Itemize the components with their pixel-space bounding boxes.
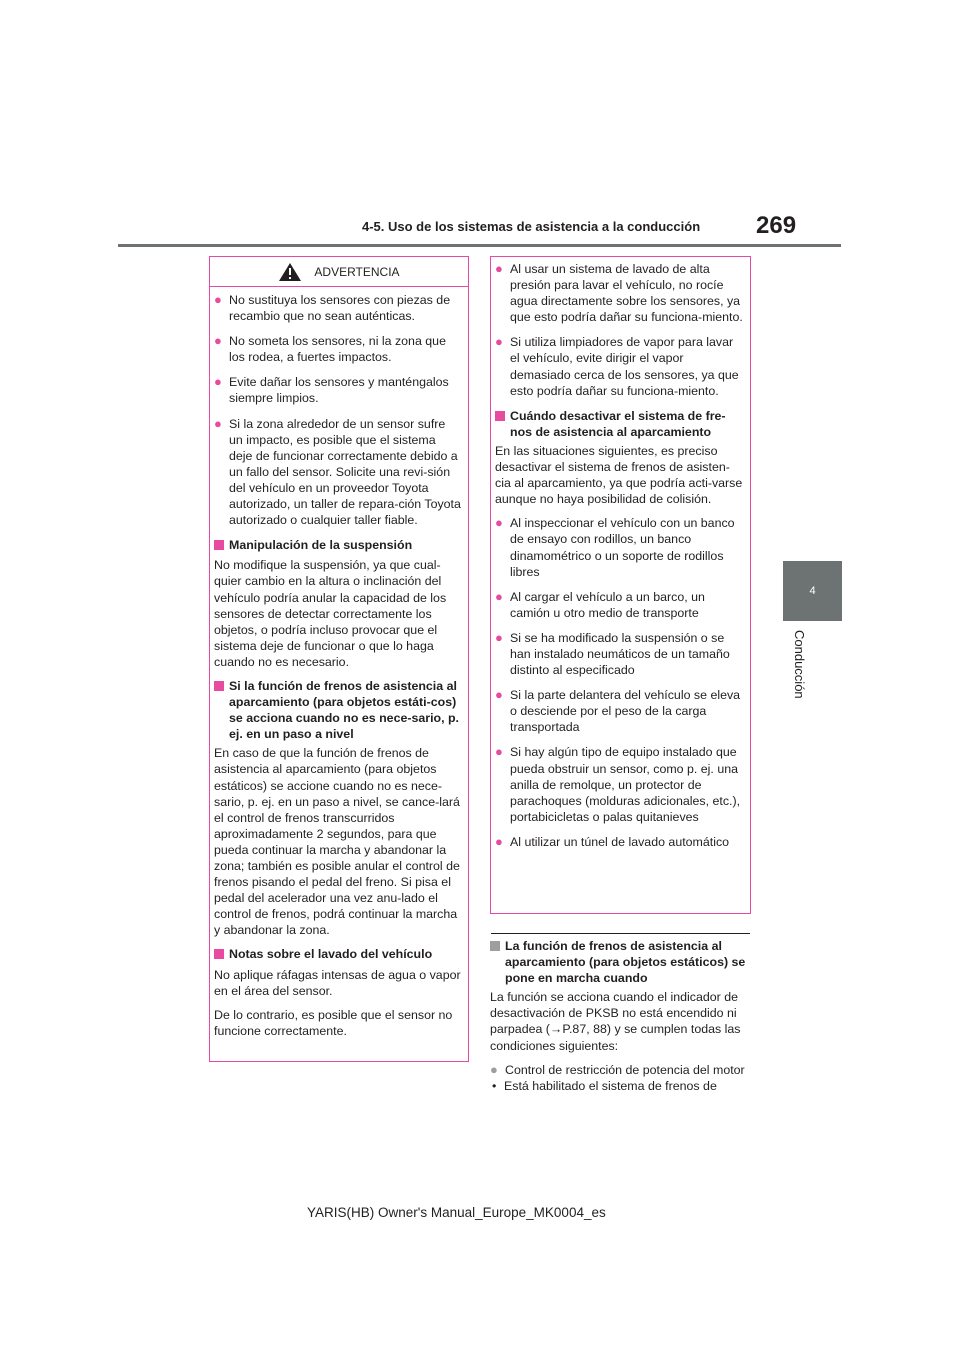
bullet-icon: ● <box>495 515 503 531</box>
subheading: Notas sobre el lavado del vehículo <box>214 946 462 963</box>
warning-box-left <box>209 256 469 1062</box>
dot-marker: • <box>492 1078 497 1093</box>
bullet-icon: ● <box>495 334 503 350</box>
bullet-icon: ● <box>214 374 222 390</box>
warning-header <box>210 257 468 287</box>
bullet-icon: ● <box>214 415 222 431</box>
lower-section <box>490 938 752 1094</box>
list-item: ● Si hay algún tipo de equipo instalado que pueda obstruir un sensor, como p. ej. una anilla de remolque, un protector de parachoques (molduras adicionales, etc.), portabicicletas o palas quitanieves <box>495 744 741 824</box>
section-title: 4-5. Uso de los sistemas de asistencia a la conducción <box>362 219 701 234</box>
footer-text: YARIS(HB) Owner's Manual_Europe_MK0004_es <box>307 1205 606 1220</box>
square-icon <box>214 678 229 742</box>
bullet-icon: ● <box>495 687 503 703</box>
paragraph: La función se acciona cuando el indicador de desactivación de PKSB no está encendido ni parpadea (→P.87, 88) y se cumplen todas las condiciones siguientes: <box>490 990 741 1053</box>
bullet-icon: ● <box>495 629 503 645</box>
bullet-icon: ● <box>495 833 503 849</box>
square-icon <box>490 938 505 986</box>
paragraph: En las situaciones siguientes, es preciso desactivar el sistema de frenos de asisten-cia al aparcamiento, ya que podría acti-varse aunque no haya posibilidad de colisión. <box>495 443 743 507</box>
chapter-label-text: Conducción <box>792 630 807 699</box>
paragraph: No modifique la suspensión, ya que cual-quier cambio en la altura o inclinación del vehículo podría anular la capacidad de los sensores de detectar correctamente los objetos, o podría incluso provocar que el sistema deje de funcionar o que lo haga cuando no es necesario. <box>214 558 447 669</box>
list-item: ● Al utilizar un túnel de lavado automático <box>495 833 730 849</box>
chapter-number: 4 <box>809 585 816 597</box>
section-divider <box>491 933 750 934</box>
bullet-icon: ● <box>214 333 222 349</box>
list-item: ● Al inspeccionar el vehículo con un banco de ensayo con rodillos, un banco dinamométrico o un soporte de rodillos libres <box>495 515 735 579</box>
paragraph: No aplique ráfagas intensas de agua o vapor en el área del sensor. <box>214 967 461 998</box>
square-icon <box>214 946 229 963</box>
list-item: ● Si la parte delantera del vehículo se eleva o desciende por el peso de la carga transportada <box>495 687 741 735</box>
warning-box-right <box>490 256 751 914</box>
subheading: Cuándo desactivar el sistema de fre-nos de asistencia al aparcamiento <box>495 408 744 440</box>
square-icon <box>214 537 229 554</box>
bullet-icon: ● <box>495 261 503 276</box>
warning-triangle-icon <box>278 262 302 282</box>
paragraph: En caso de que la función de frenos de asistencia al aparcamiento (para objetos estáticos) se accione cuando no es nece-sario, p. ej. en un paso a nivel, se cance-lará el control de frenos transcurridos aproximadamente 2 segundos, para que pueda continuar la marcha y abandonar la zona; también es posible anular el control de frenos pisando el pedal del freno. Si pisa el pedal del acelerador una vez anu-lado el control de frenos, podrá continuar la marcha y abandonar la zona. <box>214 746 460 938</box>
list-item: ● Al cargar el vehículo a un barco, un camión u otro medio de transporte <box>495 588 705 620</box>
bullet-icon: ● <box>490 1061 498 1077</box>
list-item: ● Evite dañar los sensores y manténgalos siempre limpios. <box>214 374 449 406</box>
list-item: ● No sustituya los sensores con piezas de recambio que no sean auténticas. <box>214 292 451 324</box>
bullet-icon: ● <box>495 744 503 760</box>
list-item: ● Si la zona alrededor de un sensor sufre un impacto, es posible que el sistema deje de funcionar correctamente debido a un fallo del sensor. Solicite una revi-sión del vehículo en un proveedor Toyota autorizado, un taller de repara-ción Toyota autorizado o cualquier taller fiable. <box>214 415 461 528</box>
square-icon <box>495 408 510 440</box>
list-item: ● No someta los sensores, ni la zona que los rodea, a fuertes impactos. <box>214 333 446 365</box>
chapter-tab <box>783 561 842 621</box>
bullet-icon: ● <box>214 292 222 307</box>
list-item: ● Si se ha modificado la suspensión o se han instalado neumáticos de un tamaño distinto al especificado <box>495 629 730 678</box>
page-number: 269 <box>756 212 797 239</box>
list-item: ● Control de restricción de potencia del motor <box>490 1061 745 1077</box>
list-item: ● Al usar un sistema de lavado de alta presión para lavar el vehículo, no rocíe agua directamente sobre los sensores, ya que esto podría dañar su funciona-miento. <box>495 261 743 325</box>
paragraph: De lo contrario, es posible que el sensor no funcione correctamente. <box>214 1007 453 1038</box>
subheading: La función de frenos de asistencia al aparcamiento (para objetos estáticos) se pone en marcha cuando <box>490 938 752 986</box>
bullet-icon: ● <box>495 588 503 604</box>
warning-title: ADVERTENCIA <box>314 264 400 279</box>
list-item: ● Si utiliza limpiadores de vapor para lavar el vehículo, evite dirigir el vapor demasiado cerca de los sensores, ya que esto podría dañar su funciona-miento. <box>495 334 739 398</box>
subheading: Manipulación de la suspensión <box>214 537 462 554</box>
subheading: Si la función de frenos de asistencia al aparcamiento (para objetos estáti-cos) se acciona cuando no es nece-sario, p. ej. en un paso a nivel <box>214 678 462 742</box>
header-rule <box>118 244 841 247</box>
chapter-label <box>791 630 811 710</box>
list-item: • Está habilitado el sistema de frenos de <box>492 1078 717 1093</box>
